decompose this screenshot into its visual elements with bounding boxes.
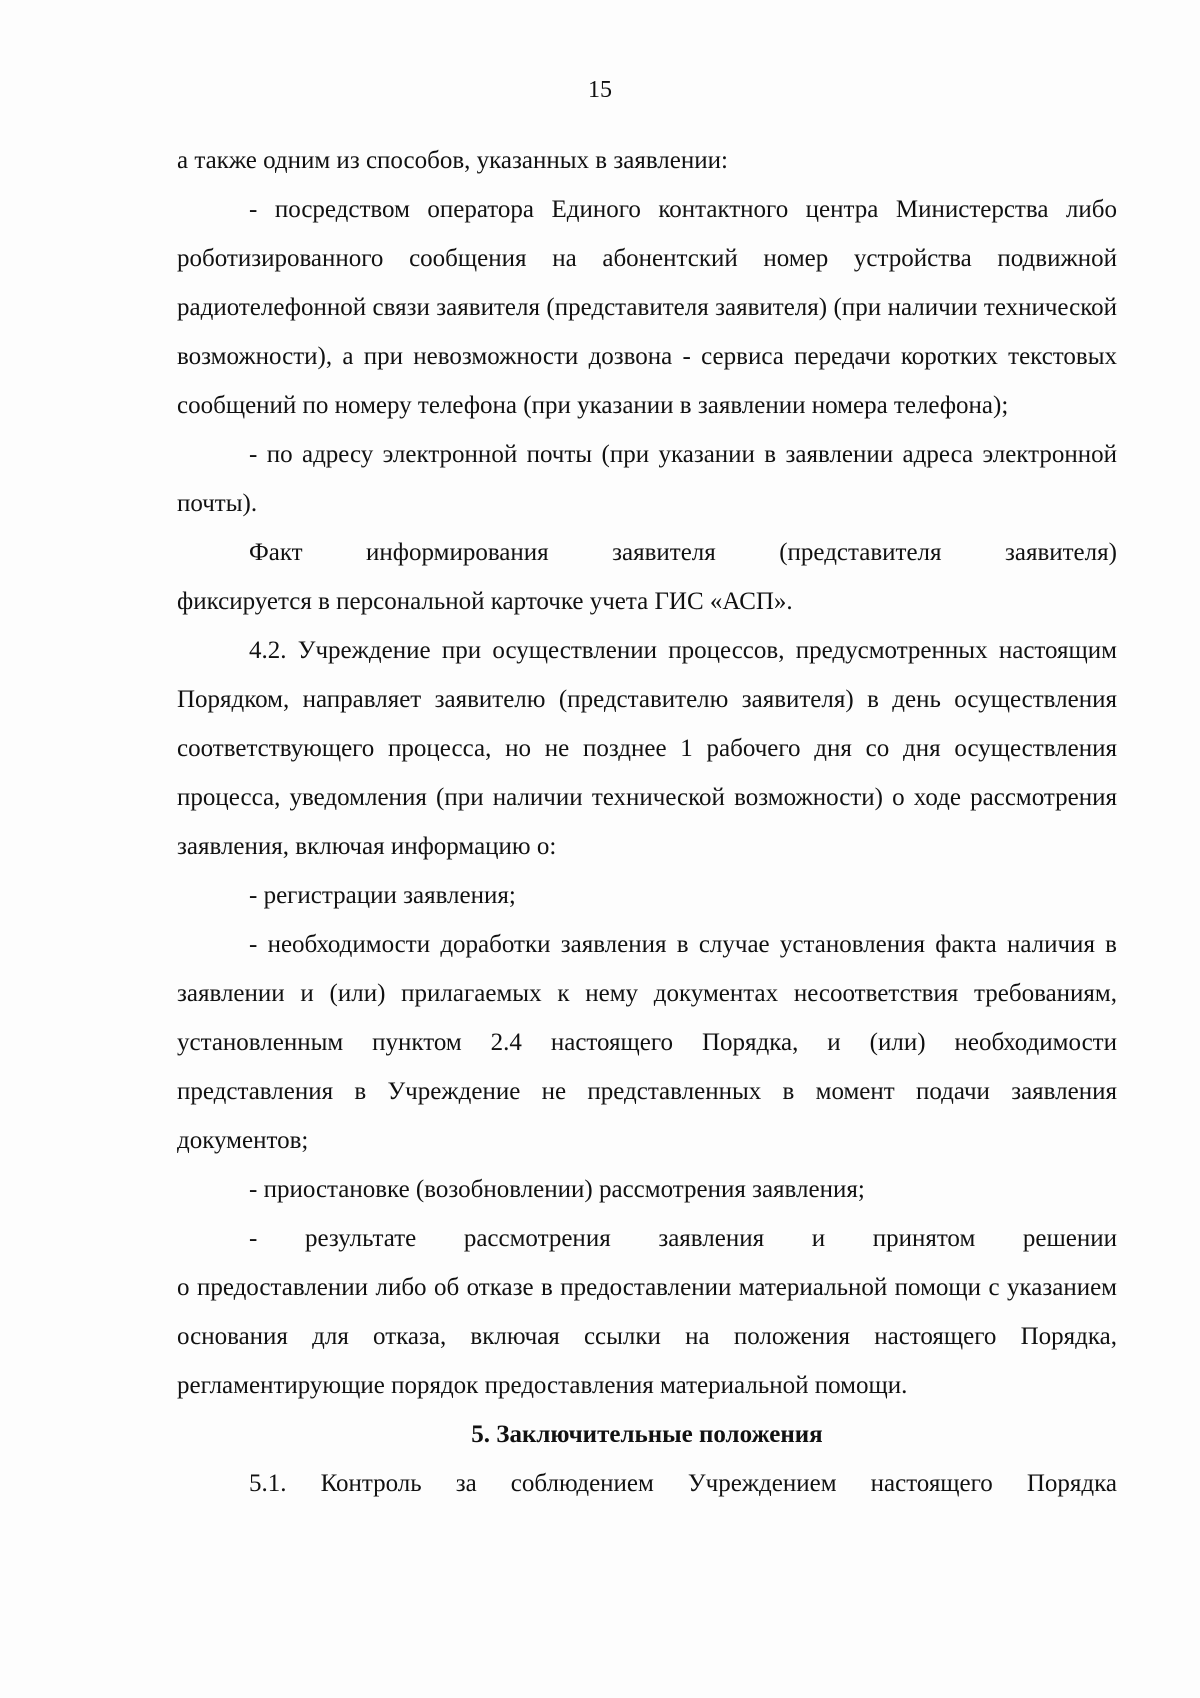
word: (представителя <box>779 539 942 566</box>
word: принятом <box>872 1225 976 1252</box>
paragraph: - посредством оператора Единого контактного центра Министерства либо роботизированного сообщения на абонентский номер устройства подвижной радиотелефонной связи заявителя (представителя заявителя) (при наличии технической возможности), а при невозможности дозвона - сервиса передачи коротких текстовых сообщений по номеру телефона (при указании в заявлении номера телефона); <box>177 196 1117 419</box>
word: Факт <box>249 539 303 566</box>
word: рассмотрения <box>463 1225 611 1252</box>
paragraph: 5.1. Контроль за соблюдением Учреждением настоящего Порядка <box>249 1470 1117 1497</box>
word: заявителя <box>612 539 716 566</box>
word: заявления <box>658 1225 765 1252</box>
word: - <box>249 1225 258 1252</box>
word: информирования <box>366 539 549 566</box>
paragraph: - необходимости доработки заявления в случае установления факта наличия в заявлении и (или) прилагаемых к нему документах несоответствия требованиям, установленным пунктом 2.4 настоящего Порядка, и (или) необходимости представления в Учреждение не представленных в момент подачи заявления документов; <box>177 931 1117 1154</box>
paragraph: - приостановке (возобновлении) рассмотрения заявления; <box>249 1176 865 1203</box>
word: заявителя) <box>1004 539 1117 566</box>
paragraph: 4.2. Учреждение при осуществлении процессов, предусмотренных настоящим Порядком, направляет заявителю (представителю заявителя) в день осуществления соответствующего процесса, но не позднее 1 рабочего дня со дня осуществления процесса, уведомления (при наличии технической возможности) о ходе рассмотрения заявления, включая информацию о: <box>177 637 1117 860</box>
word: результате <box>304 1225 417 1252</box>
paragraph: фиксируется в персональной карточке учета ГИС «АСП». <box>177 588 793 615</box>
page-number: 15 <box>588 77 612 103</box>
word: решении <box>1022 1225 1117 1252</box>
document-body <box>177 136 1117 1508</box>
paragraph: а также одним из способов, указанных в заявлении: <box>177 147 728 174</box>
word: и <box>811 1225 826 1252</box>
paragraph-first-line <box>177 1214 1117 1263</box>
paragraph: - регистрации заявления; <box>249 882 516 909</box>
paragraph: - по адресу электронной почты (при указании в заявлении адреса электронной почты). <box>177 441 1117 517</box>
paragraph-first-line <box>177 528 1117 577</box>
paragraph: о предоставлении либо об отказе в предоставлении материальной помощи с указанием основания для отказа, включая ссылки на положения настоящего Порядка, регламентирующие порядок предоставления материальной помощи. <box>177 1274 1117 1399</box>
section-heading: 5. Заключительные положения <box>471 1421 823 1448</box>
